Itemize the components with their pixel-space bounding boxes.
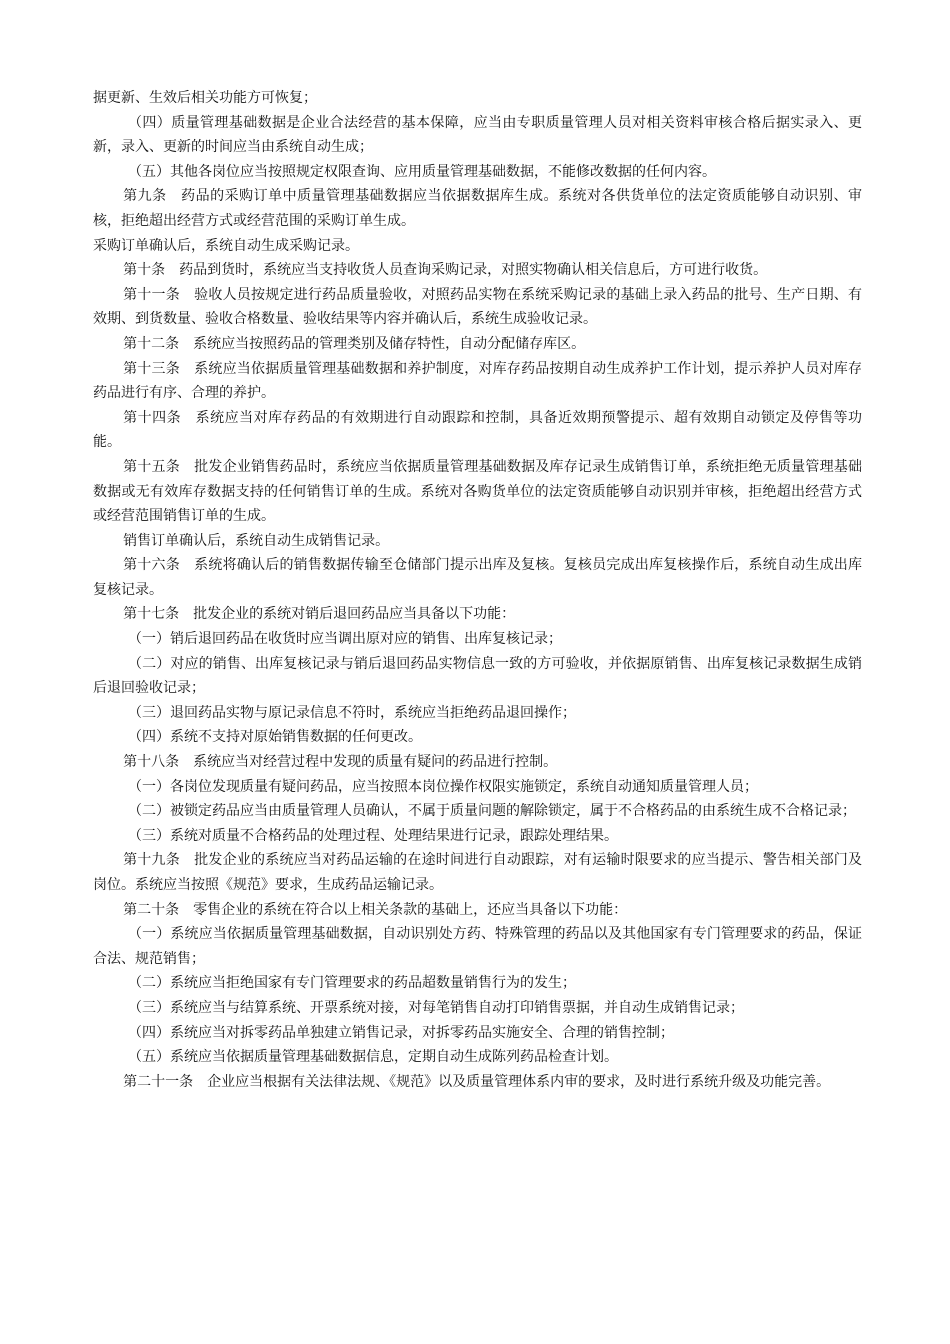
article-13: 第十三条 系统应当依据质量管理基础数据和养护制度，对库存药品按期自动生成养护工作计划，提示养护人员对库存药品进行有序、合理的养护。 [93,360,862,402]
article-11: 第十一条 验收人员按规定进行药品质量验收，对照药品实物在系统采购记录的基础上录入药品的批号、生产日期、有效期、到货数量、验收合格数量、验收结果等内容并确认后，系统生成验收记录。 [93,286,862,328]
article-10: 第十条 药品到货时，系统应当支持收货人员查询采购记录，对照实物确认相关信息后，方可进行收货。 [123,262,768,279]
article-17: 第十七条 批发企业的系统对销后退回药品应当具备以下功能： [123,606,516,623]
article-15: 第十五条 批发企业销售药品时，系统应当依据质量管理基础数据及库存记录生成销售订单，系统拒绝无质量管理基础数据或无有效库存数据支持的任何销售订单的生成。系统对各购货单位的法定资质能够自动识别并审核，拒绝超出经营方式或经营范围销售订单的生成。 [93,458,862,525]
article-17-item-4: （四）系统不支持对原始销售数据的任何更改。 [128,729,422,746]
article-16: 第十六条 系统将确认后的销售数据传输至仓储部门提示出库及复核。复核员完成出库复核操作后，系统自动生成出库复核记录。 [93,557,862,598]
article-18-item-1: （一）各岗位发现质量有疑问药品，应当按照本岗位操作权限实施锁定，系统自动通知质量管理人员； [128,778,758,795]
paragraph-continuation: 据更新、生效后相关功能方可恢复； [93,90,317,106]
article-17-item-3: （三）退回药品实物与原记录信息不符时，系统应当拒绝药品退回操作； [128,704,576,721]
article-20-item-4: （四）系统应当对拆零药品单独建立销售记录，对拆零药品实施安全、合理的销售控制； [128,1024,674,1041]
article-20-item-1: （一）系统应当依据质量管理基础数据，自动识别处方药、特殊管理的药品以及其他国家有专门管理要求的药品，保证合法、规范销售； [93,926,862,967]
article-14: 第十四条 系统应当对库存药品的有效期进行自动跟踪和控制，具备近效期预警提示、超有效期自动锁定及停售等功能。 [93,409,862,451]
article-20-item-2: （二）系统应当拒绝国家有专门管理要求的药品超数量销售行为的发生； [128,975,576,992]
article-9: 第九条 药品的采购订单中质量管理基础数据应当依据数据库生成。系统对各供货单位的法定资质能够自动识别、审核，拒绝超出经营方式或经营范围的采购订单生成。 [93,188,862,229]
clause-item-4: （四）质量管理基础数据是企业合法经营的基本保障，应当由专职质量管理人员对相关资料审核合格后据实录入、更新，录入、更新的时间应当由系统自动生成； [93,114,862,156]
article-20-item-3: （三）系统应当与结算系统、开票系统对接，对每笔销售自动打印销售票据，并自动生成销售记录； [128,999,744,1016]
article-12: 第十二条 系统应当按照药品的管理类别及储存特性，自动分配储存库区。 [123,335,586,352]
article-18-item-3: （三）系统对质量不合格药品的处理过程、处理结果进行记录，跟踪处理结果。 [128,827,618,844]
article-17-item-1: （一）销后退回药品在收货时应当调出原对应的销售、出库复核记录； [128,631,562,648]
clause-item-5: （五）其他各岗位应当按照规定权限查询、应用质量管理基础数据，不能修改数据的任何内容。 [128,163,716,180]
article-20-item-5: （五）系统应当依据质量管理基础数据信息，定期自动生成陈列药品检查计划。 [128,1049,618,1066]
article-21: 第二十一条 企业应当根据有关法律法规、《规范》以及质量管理体系内审的要求，及时进行系统升级及功能完善。 [123,1073,831,1090]
article-18: 第十八条 系统应当对经营过程中发现的质量有疑问的药品进行控制。 [123,754,558,771]
article-17-item-2: （二）对应的销售、出库复核记录与销后退回药品实物信息一致的方可验收，并依据原销售、出库复核记录数据生成销后退回验收记录； [93,655,862,697]
article-20: 第二十条 零售企业的系统在符合以上相关条款的基础上，还应当具备以下功能： [123,901,628,918]
article-19: 第十九条 批发企业的系统应当对药品运输的在途时间进行自动跟踪，对有运输时限要求的应当提示、警告相关部门及岗位。系统应当按照《规范》要求，生成药品运输记录。 [93,852,862,893]
article-18-item-2: （二）被锁定药品应当由质量管理人员确认，不属于质量问题的解除锁定，属于不合格药品的由系统生成不合格记录； [128,803,856,820]
article-15-note: 销售订单确认后，系统自动生成销售记录。 [123,532,390,549]
article-9-note: 采购订单确认后，系统自动生成采购记录。 [93,237,359,254]
